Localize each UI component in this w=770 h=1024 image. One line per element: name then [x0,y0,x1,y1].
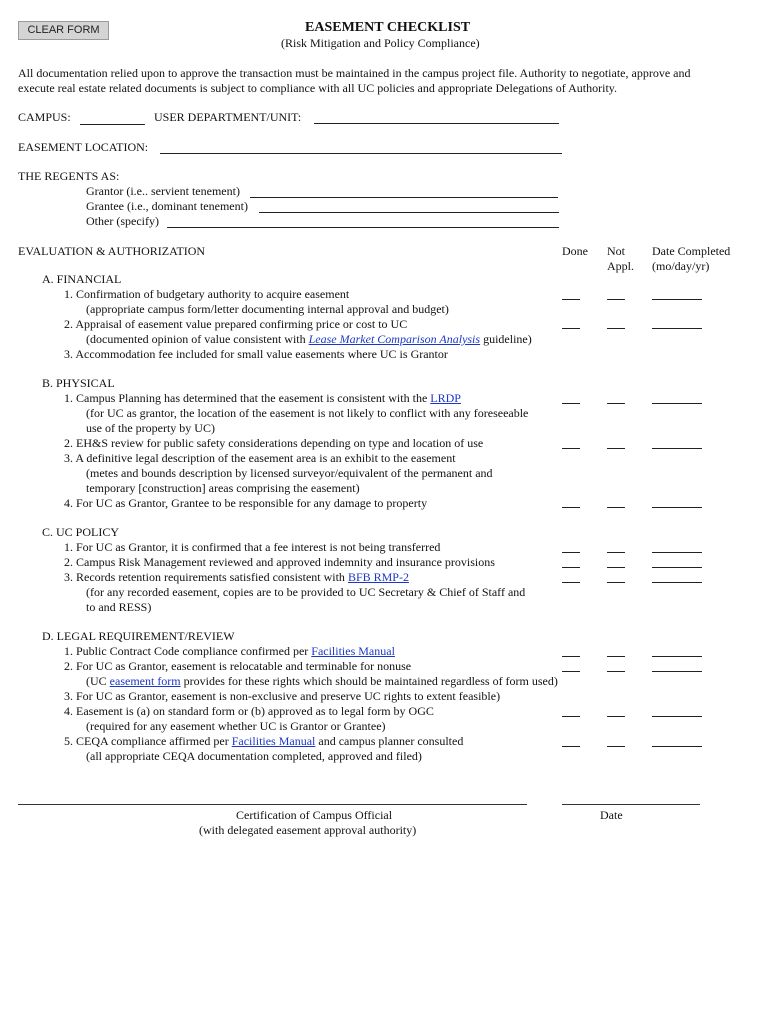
section-b-heading: B. PHYSICAL [42,376,115,390]
checklist-d4-not-applicable-blank[interactable] [607,716,625,717]
facilities-manual-link-1[interactable]: Facilities Manual [311,644,395,658]
checklist-b1-done-blank[interactable] [562,403,580,404]
page-subtitle: (Risk Mitigation and Policy Compliance) [281,36,480,50]
section-c-item-3 [64,570,409,585]
checklist-c3-date-completed-blank[interactable] [652,582,702,583]
page-title: EASEMENT CHECKLIST [305,20,471,35]
column-date-completed: Date Completed [652,244,731,258]
checklist-a1-done-blank[interactable] [562,299,580,300]
regents-label: THE REGENTS AS: [18,169,120,183]
evaluation-heading: EVALUATION & AUTHORIZATION [18,244,206,258]
checklist-b4-done-blank[interactable] [562,507,580,508]
section-a-heading: A. FINANCIAL [42,272,122,286]
column-not: Not [607,244,625,258]
section-c-item-3-text: 3. Records retention requirements satisfied consistent with [64,570,348,584]
checklist-c1-date-completed-blank[interactable] [652,552,702,553]
checklist-d2-done-blank[interactable] [562,671,580,672]
checklist-a2-not-applicable-blank[interactable] [607,328,625,329]
facilities-manual-link-2[interactable]: Facilities Manual [231,734,316,748]
clear-form-button[interactable]: CLEAR FORM [18,21,109,40]
checklist-c1-done-blank[interactable] [562,552,580,553]
section-a-item-2-note-pre: (documented opinion of value consistent with [86,332,309,346]
checklist-b4-not-applicable-blank[interactable] [607,507,625,508]
section-d-item-5-post: and campus planner consulted [315,734,464,748]
easement-location-label: EASEMENT LOCATION: [18,140,149,154]
checklist-d5-done-blank[interactable] [562,746,580,747]
checklist-d2-date-completed-blank[interactable] [652,671,702,672]
checklist-d1-not-applicable-blank[interactable] [607,656,625,657]
checklist-d1-done-blank[interactable] [562,656,580,657]
section-b-item-3-note: (metes and bounds description by licensed surveyor/equivalent of the permanent and [86,466,493,480]
section-d-item-2: 2. For UC as Grantor, easement is relocatable and terminable for nonuse [64,659,412,673]
section-a-item-2-note-post: guideline) [480,332,532,346]
campus-field[interactable] [80,124,145,125]
section-b-item-1 [64,391,461,406]
grantee-label: Grantee (i.e., dominant tenement) [86,199,248,213]
section-d-item-1-text: 1. Public Contract Code compliance confirmed per [64,644,312,658]
checklist-b1-not-applicable-blank[interactable] [607,403,625,404]
checklist-d5-not-applicable-blank[interactable] [607,746,625,747]
other-label: Other (specify) [86,214,159,228]
checklist-b1-date-completed-blank[interactable] [652,403,702,404]
section-d-item-4: 4. Easement is (a) on standard form or (b) approved as to legal form by OGC [64,704,434,718]
section-a-item-1: 1. Confirmation of budgetary authority to acquire easement [64,287,350,301]
section-a-item-1-note: (appropriate campus form/letter documenting internal approval and budget) [86,302,449,316]
section-d-item-5 [64,734,463,749]
checklist-b2-done-blank[interactable] [562,448,580,449]
checklist-b4-date-completed-blank[interactable] [652,507,702,508]
grantor-field[interactable] [250,197,558,198]
section-d-item-2-note-pre: (UC [86,674,110,688]
checklist-a2-done-blank[interactable] [562,328,580,329]
section-d-item-4-note: (required for any easement whether UC is Grantor or Grantee) [86,719,386,733]
checklist-c2-not-applicable-blank[interactable] [607,567,625,568]
checklist-c2-done-blank[interactable] [562,567,580,568]
easement-form-link[interactable]: easement form [109,674,181,688]
section-c-item-1: 1. For UC as Grantor, it is confirmed that a fee interest is not being transferred [64,540,441,554]
section-d-item-5-note: (all appropriate CEQA documentation completed, approved and filed) [86,749,422,763]
section-c-heading: C. UC POLICY [42,525,120,539]
section-d-item-5-pre: 5. CEQA compliance affirmed per [64,734,232,748]
certification-sublabel: (with delegated easement approval authority) [199,823,417,837]
department-field[interactable] [314,123,559,124]
section-b-item-1-text: 1. Campus Planning has determined that the easement is consistent with the [64,391,431,405]
column-appl: Appl. [607,259,634,273]
section-d-heading: D. LEGAL REQUIREMENT/REVIEW [42,629,235,643]
section-b-item-3: 3. A definitive legal description of the easement area is an exhibit to the easement [64,451,456,465]
certification-date-label: Date [600,808,623,822]
certification-signature-line[interactable] [18,804,527,805]
checklist-d5-date-completed-blank[interactable] [652,746,702,747]
checklist-d2-not-applicable-blank[interactable] [607,671,625,672]
section-c-item-2: 2. Campus Risk Management reviewed and approved indemnity and insurance provisions [64,555,495,569]
intro-text-line-2: execute real estate related documents is subject to compliance with all UC policies and appropriate Delegations of Authority. [18,81,618,95]
checklist-c3-not-applicable-blank[interactable] [607,582,625,583]
checklist-c3-done-blank[interactable] [562,582,580,583]
checklist-b2-not-applicable-blank[interactable] [607,448,625,449]
section-a-item-2-note [86,332,532,347]
section-d-item-2-note-post: provides for these rights which should be maintained regardless of form used) [180,674,558,688]
checklist-a2-date-completed-blank[interactable] [652,328,702,329]
section-b-item-1-note: (for UC as grantor, the location of the easement is not likely to conflict with any foreseeable [86,406,529,420]
checklist-c2-date-completed-blank[interactable] [652,567,702,568]
grantee-field[interactable] [259,212,559,213]
section-d-item-3: 3. For UC as Grantor, easement is non-exclusive and preserve UC rights to extent feasible) [64,689,501,703]
section-b-item-3-note-2: temporary [construction] areas comprising the easement) [86,481,360,495]
section-d-item-2-note [86,674,558,689]
bfb-rmp-2-link[interactable]: BFB RMP-2 [347,570,409,584]
section-b-item-4: 4. For UC as Grantor, Grantee to be responsible for any damage to property [64,496,428,510]
campus-label: CAMPUS: [18,110,71,124]
section-b-item-1-note-2: use of the property by UC) [86,421,215,435]
section-c-item-3-note: (for any recorded easement, copies are to be provided to UC Secretary & Chief of Staff and [86,585,526,599]
section-a-item-2: 2. Appraisal of easement value prepared confirming price or cost to UC [64,317,408,331]
section-d-item-1 [64,644,395,659]
checklist-a1-date-completed-blank[interactable] [652,299,702,300]
certification-label: Certification of Campus Official [236,808,393,822]
section-c-item-3-note-2: to and RESS) [86,600,152,614]
checklist-d4-done-blank[interactable] [562,716,580,717]
intro-text-line-1: All documentation relied upon to approve the transaction must be maintained in the campus project file. Authority to negotiate, approve and [18,66,691,80]
column-done: Done [562,244,588,258]
grantor-label: Grantor (i.e.. servient tenement) [86,184,240,198]
checklist-a1-not-applicable-blank[interactable] [607,299,625,300]
lrdp-link[interactable]: LRDP [430,391,461,405]
section-b-item-2: 2. EH&S review for public safety considerations depending on type and location of use [64,436,484,450]
checklist-b2-date-completed-blank[interactable] [652,448,702,449]
column-date-format: (mo/day/yr) [652,259,710,273]
checklist-d4-date-completed-blank[interactable] [652,716,702,717]
section-a-item-3: 3. Accommodation fee included for small value easements where UC is Grantor [64,347,448,361]
department-label: USER DEPARTMENT/UNIT: [154,110,302,124]
checklist-d1-date-completed-blank[interactable] [652,656,702,657]
checklist-c1-not-applicable-blank[interactable] [607,552,625,553]
other-field[interactable] [167,227,559,228]
certification-date-line[interactable] [562,804,700,805]
easement-location-field[interactable] [160,153,562,154]
lease-market-comparison-link[interactable]: Lease Market Comparison Analysis [308,332,481,346]
